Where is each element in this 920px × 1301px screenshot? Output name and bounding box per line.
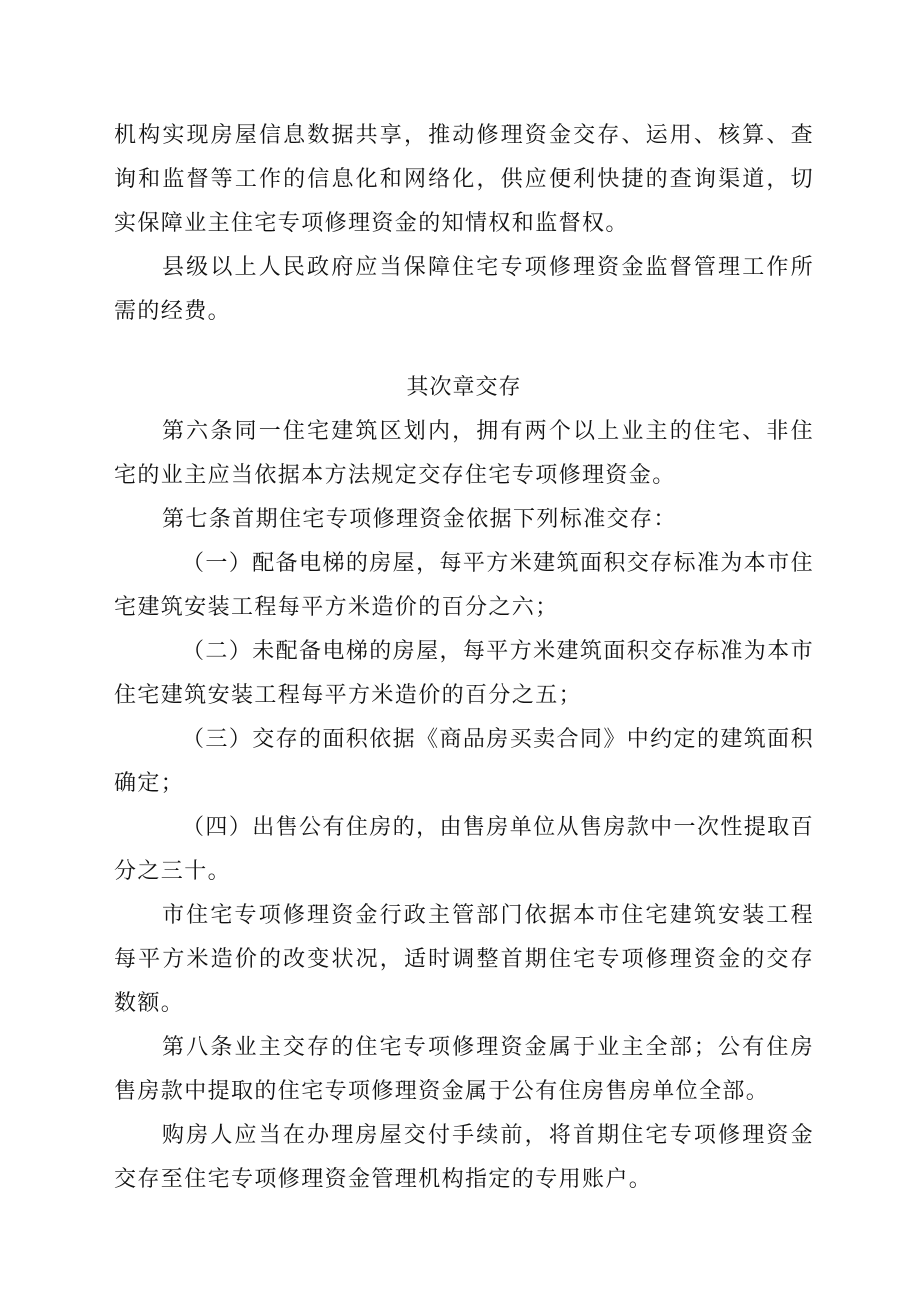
- list-item-4: （四）出售公有住房的，由售房单位从售房款中一次性提取百分之三十。: [114, 815, 814, 884]
- paragraph-funding: 县级以上人民政府应当保障住宅专项修理资金监督管理工作所需的经费。: [114, 255, 814, 324]
- list-item-2: （二）未配备电梯的房屋，每平方米建筑面积交存标准为本市住宅建筑安装工程每平方米造价的百分之五；: [114, 639, 814, 708]
- list-item-1: （一）配备电梯的房屋，每平方米建筑面积交存标准为本市住宅建筑安装工程每平方米造价的百分之六；: [114, 551, 814, 620]
- article-6: 第六条同一住宅建筑区划内，拥有两个以上业主的住宅、非住宅的业主应当依据本方法规定交存住宅专项修理资金。: [114, 419, 814, 488]
- document-body: [114, 114, 814, 1202]
- chapter-heading: 其次章交存: [406, 375, 522, 400]
- paragraph-buyer: 购房人应当在办理房屋交付手续前，将首期住宅专项修理资金交存至住宅专项修理资金管理机构指定的专用账户。: [114, 1123, 814, 1192]
- article-8: 第八条业主交存的住宅专项修理资金属于业主全部；公有住房售房款中提取的住宅专项修理资金属于公有住房售房单位全部。: [114, 1035, 814, 1104]
- paragraph-continued: 机构实现房屋信息数据共享，推动修理资金交存、运用、核算、查询和监督等工作的信息化和网络化，供应便利快捷的查询渠道，切实保障业主住宅专项修理资金的知情权和监督权。: [114, 123, 814, 236]
- article-7: 第七条首期住宅专项修理资金依据下列标准交存：: [162, 507, 677, 532]
- list-item-3: （三）交存的面积依据《商品房买卖合同》中约定的建筑面积确定；: [114, 727, 814, 796]
- section-spacer: [114, 334, 814, 366]
- paragraph-adjustment: 市住宅专项修理资金行政主管部门依据本市住宅建筑安装工程每平方米造价的改变状况，适时调整首期住宅专项修理资金的交存数额。: [114, 903, 814, 1016]
